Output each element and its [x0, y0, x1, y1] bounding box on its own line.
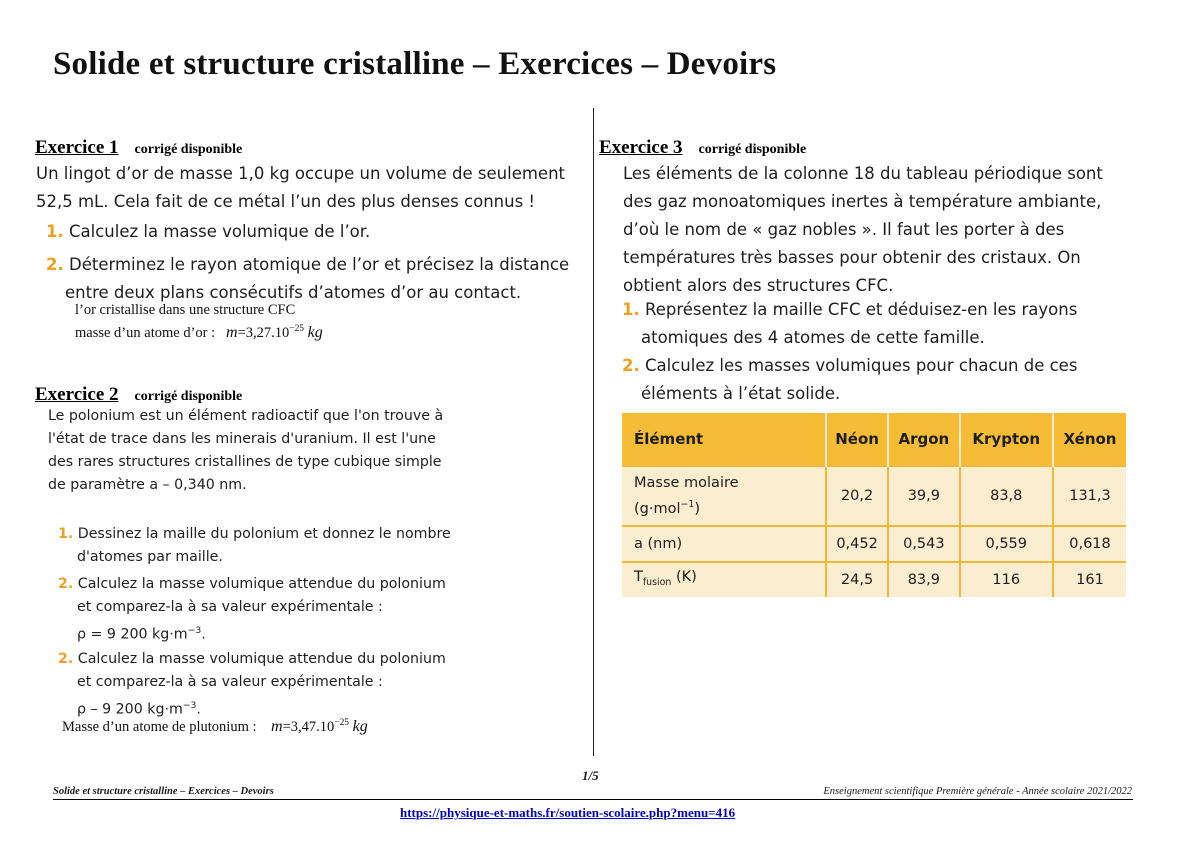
table-cell: 0,543 [888, 526, 959, 562]
question-text: Calculez la masse volumique attendue du polonium [77, 576, 446, 592]
table-cell: 0,618 [1053, 526, 1126, 562]
table-header-cell: Xénon [1053, 413, 1126, 466]
exercise-1-note-2 [75, 324, 323, 342]
exercise-1-header [35, 137, 242, 159]
table-row [622, 562, 1126, 597]
mass-exponent: −25 [289, 324, 304, 335]
table-header-cell: Élément [622, 413, 826, 466]
exercise-3-intro [623, 160, 1103, 300]
intro-line: de paramètre a – 0,340 nm. [48, 477, 247, 493]
exercise-2-note [62, 718, 368, 736]
row-label: Masse molaire [634, 475, 739, 492]
exercise-3-question-2 [622, 352, 1077, 408]
row-label-parameter: a (nm) [622, 526, 826, 562]
intro-line: obtient alors des structures CFC. [623, 276, 894, 295]
intro-line: Le polonium est un élément radioactif que l'on trouve à [48, 408, 444, 424]
exercise-2-question-1 [58, 523, 451, 569]
exercise-1-question-1 [46, 218, 370, 246]
intro-line: 52,5 mL. Cela fait de ce métal l’un des plus denses connus ! [36, 192, 536, 211]
footer-document-title: Solide et structure cristalline – Exercices – Devoirs [53, 786, 274, 797]
note-label: Masse d’un atome de plutonium : [62, 719, 257, 735]
question-number: 2. [58, 651, 74, 667]
mass-symbol: m [226, 324, 238, 341]
question-text-cont: atomiques des 4 atomes de cette famille. [641, 328, 985, 347]
footer-website-link[interactable]: https://physique-et-maths.fr/soutien-scolaire.php?menu=416 [400, 805, 736, 820]
row-label-fusion-temperature [622, 562, 826, 597]
question-text: Calculez la masse volumique attendue du polonium [77, 651, 446, 667]
exercise-2-question-2 [58, 573, 446, 647]
question-text: Déterminez le rayon atomique de l’or et précisez la distance [69, 255, 570, 274]
intro-line: d’où le nom de « gaz nobles ». Il faut les porter à des [623, 220, 1065, 239]
question-number: 1. [58, 526, 74, 542]
intro-line: Les éléments de la colonne 18 du tableau périodique sont [623, 164, 1103, 183]
table-cell: 131,3 [1053, 466, 1126, 526]
density-exponent: −3 [187, 625, 202, 636]
page-title: Solide et structure cristalline – Exercices – Devoirs [53, 46, 777, 82]
question-text-cont: ρ – 9 200 $kg\cdot m^{-3}$. [77, 700, 201, 718]
exercise-2-title: Exercice 2 [35, 384, 119, 405]
note-label: masse d’un atome d’or : [75, 325, 216, 341]
row-unit: (K) [675, 569, 697, 586]
footer-rule [53, 799, 1133, 800]
question-number: 1. [622, 300, 640, 319]
exercise-2-question-3 [58, 648, 446, 722]
question-text-cont: entre deux plans consécutifs d’atomes d’or au contact. [65, 283, 522, 302]
exercise-2-status: corrigé disponible [134, 389, 243, 404]
intro-line: Un lingot d’or de masse 1,0 kg occupe un volume de seulement [36, 164, 565, 183]
column-divider [593, 108, 594, 756]
footer-course-info: Enseignement scientifique Première générale - Année scolaire 2021/2022 [823, 786, 1132, 797]
question-text: Calculez la masse volumique de l’or. [69, 222, 371, 241]
table-cell: 161 [1053, 562, 1126, 597]
density-value: ρ – 9 200 kg·m [77, 701, 183, 718]
table-cell: 24,5 [826, 562, 888, 597]
question-text: Dessinez la maille du polonium et donnez le nombre [77, 526, 451, 542]
table-cell: 39,9 [888, 466, 959, 526]
intro-line: l'état de trace dans les minerais d'uranium. Il est l'une [48, 431, 436, 447]
question-number: 2. [46, 255, 64, 274]
exercise-2-intro [48, 405, 443, 497]
page-number: 1/5 [582, 768, 599, 783]
question-text-cont: éléments à l’état solide. [641, 384, 841, 403]
exercise-1-intro [36, 160, 565, 216]
table-header-cell: Argon [888, 413, 959, 466]
table-cell: 116 [960, 562, 1053, 597]
density-exponent: −3 [182, 700, 197, 711]
noble-gas-table [622, 413, 1126, 597]
exercise-3-title: Exercice 3 [599, 137, 683, 158]
exercise-1-status: corrigé disponible [134, 142, 243, 157]
exercise-1-question-2 [46, 251, 569, 307]
mass-unit: kg [352, 718, 368, 735]
row-label: T [634, 569, 643, 586]
table-header-cell: Néon [826, 413, 888, 466]
table-row [622, 526, 1126, 562]
question-number: 2. [58, 576, 74, 592]
question-text: Représentez la maille CFC et déduisez-en les rayons [645, 300, 1078, 319]
row-unit-exponent: −1 [680, 499, 695, 511]
question-number: 1. [46, 222, 64, 241]
exercise-1-title: Exercice 1 [35, 137, 119, 158]
mass-value: =3,27.10 [237, 325, 290, 341]
question-number: 2. [622, 356, 640, 375]
exercise-3-status: corrigé disponible [698, 142, 807, 157]
table-cell: 0,559 [960, 526, 1053, 562]
table-cell: 20,2 [826, 466, 888, 526]
intro-line: températures très basses pour obtenir des cristaux. On [623, 248, 1081, 267]
table-cell: 83,9 [888, 562, 959, 597]
intro-line: des gaz monoatomiques inertes à température ambiante, [623, 192, 1102, 211]
exercise-3-header [599, 137, 806, 159]
row-label-molar-mass: Masse molaire (g·mol$^{-1}$) [622, 466, 826, 526]
question-text-cont: et comparez-la à sa valeur expérimentale : [77, 674, 383, 690]
mass-symbol: m [271, 718, 283, 735]
intro-line: des rares structures cristallines de type cubique simple [48, 454, 442, 470]
question-text-cont: d'atomes par maille. [77, 549, 223, 565]
question-text-cont: et comparez-la à sa valeur expérimentale : [77, 599, 383, 615]
row-unit: (g·mol [634, 500, 681, 517]
question-text-cont: ρ = 9 200 $kg\cdot m^{-3}$. [77, 625, 206, 643]
exercise-1-note-1: l’or cristallise dans une structure CFC [75, 302, 296, 318]
row-label-subscript: fusion [642, 576, 672, 588]
density-value: ρ = 9 200 kg·m [77, 626, 188, 643]
table-cell: 83,8 [960, 466, 1053, 526]
mass-unit: kg [307, 324, 323, 341]
exercise-2-header [35, 384, 242, 406]
exercise-3-question-1 [622, 296, 1077, 352]
table-cell: 0,452 [826, 526, 888, 562]
mass-exponent: −25 [334, 718, 349, 729]
table-header-cell: Krypton [960, 413, 1053, 466]
question-text: Calculez les masses volumiques pour chacun de ces [645, 356, 1078, 375]
table-row [622, 466, 1126, 526]
mass-value: =3,47.10 [282, 719, 335, 735]
table-header-row [622, 413, 1126, 466]
